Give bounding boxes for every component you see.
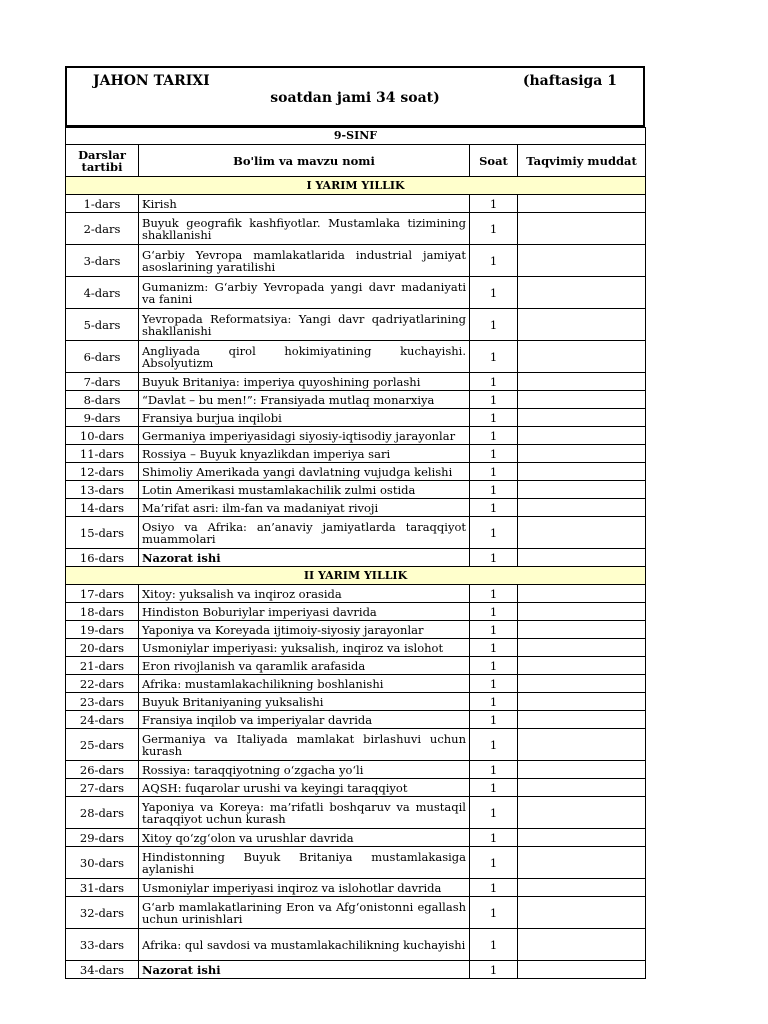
- lesson-number: 33-dars: [66, 929, 139, 961]
- lesson-number: 8-dars: [66, 391, 139, 409]
- lesson-topic: G‘arbiy Yevropa mamlakatlarida industrial jamiyat asoslarining yaratilishi: [139, 245, 470, 277]
- lesson-schedule-cell[interactable]: [518, 427, 646, 445]
- lesson-schedule-cell[interactable]: [518, 929, 646, 961]
- lesson-hours: 1: [470, 391, 518, 409]
- lesson-number: 19-dars: [66, 621, 139, 639]
- lesson-topic: Nazorat ishi: [139, 961, 470, 979]
- lesson-topic: Shimoliy Amerikada yangi davlatning vujudga kelishi: [139, 463, 470, 481]
- lesson-topic: Buyuk Britaniyaning yuksalishi: [139, 693, 470, 711]
- lesson-schedule-cell[interactable]: [518, 961, 646, 979]
- lesson-number: 22-dars: [66, 675, 139, 693]
- lesson-topic: Yaponiya va Koreyada ijtimoiy-siyosiy jarayonlar: [139, 621, 470, 639]
- lesson-schedule-cell[interactable]: [518, 897, 646, 929]
- lesson-hours: 1: [470, 711, 518, 729]
- lesson-schedule-cell[interactable]: [518, 277, 646, 309]
- lesson-row: [66, 779, 646, 797]
- lesson-number: 15-dars: [66, 517, 139, 549]
- lesson-row: [66, 761, 646, 779]
- lesson-schedule-cell[interactable]: [518, 373, 646, 391]
- lesson-hours: 1: [470, 621, 518, 639]
- lesson-hours: 1: [470, 517, 518, 549]
- header-box: [65, 66, 645, 127]
- lesson-topic: G‘arb mamlakatlarining Eron va Afg‘onistonni egallash uchun urinishlari: [139, 897, 470, 929]
- lesson-hours: 1: [470, 829, 518, 847]
- lesson-topic: Buyuk geografik kashfiyotlar. Mustamlaka tizimining shakllanishi: [139, 213, 470, 245]
- lesson-hours: 1: [470, 309, 518, 341]
- lesson-row: [66, 829, 646, 847]
- lesson-hours: 1: [470, 409, 518, 427]
- lesson-row: [66, 213, 646, 245]
- lesson-row: [66, 391, 646, 409]
- lesson-schedule-cell[interactable]: [518, 309, 646, 341]
- lesson-schedule-cell[interactable]: [518, 711, 646, 729]
- lesson-schedule-cell[interactable]: [518, 879, 646, 897]
- lesson-schedule-cell[interactable]: [518, 445, 646, 463]
- section-row: [66, 177, 646, 195]
- lesson-number: 4-dars: [66, 277, 139, 309]
- lesson-number: 27-dars: [66, 779, 139, 797]
- lesson-row: [66, 603, 646, 621]
- lesson-topic: Usmoniylar imperiyasi: yuksalish, inqiroz va islohot: [139, 639, 470, 657]
- lesson-row: [66, 341, 646, 373]
- lesson-topic: Yevropada Reformatsiya: Yangi davr qadriyatlarining shakllanishi: [139, 309, 470, 341]
- lesson-row: [66, 499, 646, 517]
- lesson-row: [66, 621, 646, 639]
- lesson-hours: 1: [470, 797, 518, 829]
- lesson-number: 29-dars: [66, 829, 139, 847]
- lesson-hours: 1: [470, 245, 518, 277]
- lesson-number: 10-dars: [66, 427, 139, 445]
- lesson-hours: 1: [470, 879, 518, 897]
- lesson-schedule-cell[interactable]: [518, 549, 646, 567]
- lesson-topic: Ma’rifat asri: ilm-fan va madaniyat rivoji: [139, 499, 470, 517]
- grade-row: [66, 128, 646, 145]
- lesson-row: [66, 639, 646, 657]
- lesson-topic: Fransiya burjua inqilobi: [139, 409, 470, 427]
- lesson-number: 28-dars: [66, 797, 139, 829]
- lesson-row: [66, 409, 646, 427]
- lesson-schedule-cell[interactable]: [518, 481, 646, 499]
- lesson-row: [66, 675, 646, 693]
- section-row: [66, 567, 646, 585]
- lesson-row: [66, 729, 646, 761]
- lesson-hours: 1: [470, 585, 518, 603]
- lesson-schedule-cell[interactable]: [518, 729, 646, 761]
- lesson-hours: 1: [470, 445, 518, 463]
- lesson-row: [66, 657, 646, 675]
- lesson-schedule-cell[interactable]: [518, 675, 646, 693]
- curriculum-sheet: [65, 66, 645, 979]
- lesson-number: 13-dars: [66, 481, 139, 499]
- lesson-row: [66, 797, 646, 829]
- lesson-row: [66, 929, 646, 961]
- lesson-schedule-cell[interactable]: [518, 341, 646, 373]
- lesson-number: 12-dars: [66, 463, 139, 481]
- lesson-number: 9-dars: [66, 409, 139, 427]
- lesson-number: 3-dars: [66, 245, 139, 277]
- lesson-number: 18-dars: [66, 603, 139, 621]
- lesson-schedule-cell[interactable]: [518, 245, 646, 277]
- lesson-number: 24-dars: [66, 711, 139, 729]
- lesson-hours: 1: [470, 463, 518, 481]
- lesson-row: [66, 277, 646, 309]
- lesson-hours: 1: [470, 897, 518, 929]
- lesson-schedule-cell[interactable]: [518, 847, 646, 879]
- lesson-row: [66, 585, 646, 603]
- column-header-topic: Bo'lim va mavzu nomi: [139, 145, 470, 177]
- lesson-number: 14-dars: [66, 499, 139, 517]
- lesson-hours: 1: [470, 761, 518, 779]
- lesson-topic: Hindiston Boburiylar imperiyasi davrida: [139, 603, 470, 621]
- lesson-schedule-cell[interactable]: [518, 621, 646, 639]
- lesson-row: [66, 693, 646, 711]
- lesson-schedule-cell[interactable]: [518, 639, 646, 657]
- lesson-topic: Buyuk Britaniya: imperiya quyoshining porlashi: [139, 373, 470, 391]
- lesson-number: 16-dars: [66, 549, 139, 567]
- lesson-hours: 1: [470, 779, 518, 797]
- hours-note-part1: (haftasiga 1: [522, 73, 617, 89]
- lesson-topic: Osiyo va Afrika: an’anaviy jamiyatlarda taraqqiyot muammolari: [139, 517, 470, 549]
- lesson-number: 11-dars: [66, 445, 139, 463]
- column-header-schedule: Taqvimiy muddat: [518, 145, 646, 177]
- lesson-schedule-cell[interactable]: [518, 517, 646, 549]
- lesson-hours: 1: [470, 639, 518, 657]
- lesson-row: [66, 427, 646, 445]
- lesson-row: [66, 195, 646, 213]
- lesson-row: [66, 897, 646, 929]
- lesson-hours: 1: [470, 195, 518, 213]
- lesson-number: 31-dars: [66, 879, 139, 897]
- column-header-order: Darslar tartibi: [66, 145, 139, 177]
- lesson-hours: 1: [470, 847, 518, 879]
- lesson-schedule-cell[interactable]: [518, 779, 646, 797]
- lesson-topic: Xitoy qo‘zg‘olon va urushlar davrida: [139, 829, 470, 847]
- lesson-topic: AQSH: fuqarolar urushi va keyingi taraqqiyot: [139, 779, 470, 797]
- lesson-topic: Afrika: qul savdosi va mustamlakachilikning kuchayishi: [139, 929, 470, 961]
- lesson-number: 7-dars: [66, 373, 139, 391]
- lesson-schedule-cell[interactable]: [518, 409, 646, 427]
- lesson-number: 5-dars: [66, 309, 139, 341]
- lesson-number: 26-dars: [66, 761, 139, 779]
- lesson-schedule-cell[interactable]: [518, 585, 646, 603]
- subject-title: JAHON TARIXI: [93, 73, 210, 89]
- lesson-row: [66, 549, 646, 567]
- hours-note-part2: soatdan jami 34 soat): [270, 90, 440, 106]
- lesson-topic: Xitoy: yuksalish va inqiroz orasida: [139, 585, 470, 603]
- lesson-hours: 1: [470, 499, 518, 517]
- lesson-row: [66, 711, 646, 729]
- lesson-number: 32-dars: [66, 897, 139, 929]
- lesson-hours: 1: [470, 341, 518, 373]
- lesson-schedule-cell[interactable]: [518, 761, 646, 779]
- lesson-schedule-cell[interactable]: [518, 195, 646, 213]
- lesson-topic: Eron rivojlanish va qaramlik arafasida: [139, 657, 470, 675]
- lesson-number: 21-dars: [66, 657, 139, 675]
- lesson-row: [66, 847, 646, 879]
- lesson-number: 23-dars: [66, 693, 139, 711]
- lesson-hours: 1: [470, 603, 518, 621]
- lesson-number: 6-dars: [66, 341, 139, 373]
- lesson-number: 34-dars: [66, 961, 139, 979]
- column-header-row: [66, 145, 646, 177]
- lesson-schedule-cell[interactable]: [518, 213, 646, 245]
- lesson-row: [66, 517, 646, 549]
- lesson-row: [66, 463, 646, 481]
- lesson-hours: 1: [470, 277, 518, 309]
- column-header-hours: Soat: [470, 145, 518, 177]
- lesson-topic: Rossiya – Buyuk knyazlikdan imperiya sari: [139, 445, 470, 463]
- lesson-number: 17-dars: [66, 585, 139, 603]
- lesson-topic: Hindistonning Buyuk Britaniya mustamlakasiga aylanishi: [139, 847, 470, 879]
- lesson-hours: 1: [470, 481, 518, 499]
- section-title: I YARIM YILLIK: [66, 177, 646, 195]
- lesson-schedule-cell[interactable]: [518, 797, 646, 829]
- lesson-row: [66, 309, 646, 341]
- lesson-topic: Afrika: mustamlakachilikning boshlanishi: [139, 675, 470, 693]
- lesson-number: 30-dars: [66, 847, 139, 879]
- lesson-hours: 1: [470, 693, 518, 711]
- lesson-hours: 1: [470, 929, 518, 961]
- lesson-row: [66, 245, 646, 277]
- lesson-schedule-cell[interactable]: [518, 499, 646, 517]
- lesson-number: 2-dars: [66, 213, 139, 245]
- lesson-schedule-cell[interactable]: [518, 603, 646, 621]
- lesson-schedule-cell[interactable]: [518, 657, 646, 675]
- lesson-schedule-cell[interactable]: [518, 391, 646, 409]
- lesson-schedule-cell[interactable]: [518, 693, 646, 711]
- lesson-number: 20-dars: [66, 639, 139, 657]
- lesson-row: [66, 445, 646, 463]
- lesson-topic: Fransiya inqilob va imperiyalar davrida: [139, 711, 470, 729]
- lesson-row: [66, 961, 646, 979]
- lesson-topic: Kirish: [139, 195, 470, 213]
- lesson-hours: 1: [470, 373, 518, 391]
- lesson-plan-body: [66, 128, 646, 979]
- lesson-topic: Yaponiya va Koreya: ma’rifatli boshqaruv va mustaqil taraqqiyot uchun kurash: [139, 797, 470, 829]
- lesson-topic: Gumanizm: G‘arbiy Yevropada yangi davr madaniyati va fanini: [139, 277, 470, 309]
- lesson-row: [66, 481, 646, 499]
- lesson-number: 1-dars: [66, 195, 139, 213]
- lesson-topic: Nazorat ishi: [139, 549, 470, 567]
- lesson-row: [66, 879, 646, 897]
- lesson-schedule-cell[interactable]: [518, 463, 646, 481]
- lesson-topic: Angliyada qirol hokimiyatining kuchayishi. Absolyutizm: [139, 341, 470, 373]
- lesson-hours: 1: [470, 729, 518, 761]
- grade-label: 9-SINF: [66, 128, 646, 145]
- lesson-topic: Germaniya va Italiyada mamlakat birlashuvi uchun kurash: [139, 729, 470, 761]
- lesson-plan-table: [65, 127, 646, 979]
- lesson-hours: 1: [470, 427, 518, 445]
- lesson-topic: Germaniya imperiyasidagi siyosiy-iqtisodiy jarayonlar: [139, 427, 470, 445]
- lesson-topic: Lotin Amerikasi mustamlakachilik zulmi ostida: [139, 481, 470, 499]
- lesson-hours: 1: [470, 657, 518, 675]
- lesson-hours: 1: [470, 549, 518, 567]
- lesson-number: 25-dars: [66, 729, 139, 761]
- lesson-topic: “Davlat – bu men!”: Fransiyada mutlaq monarxiya: [139, 391, 470, 409]
- lesson-row: [66, 373, 646, 391]
- lesson-hours: 1: [470, 213, 518, 245]
- lesson-hours: 1: [470, 675, 518, 693]
- section-title: II YARIM YILLIK: [66, 567, 646, 585]
- lesson-schedule-cell[interactable]: [518, 829, 646, 847]
- lesson-hours: 1: [470, 961, 518, 979]
- lesson-topic: Rossiya: taraqqiyotning o‘zgacha yo‘li: [139, 761, 470, 779]
- lesson-topic: Usmoniylar imperiyasi inqiroz va islohotlar davrida: [139, 879, 470, 897]
